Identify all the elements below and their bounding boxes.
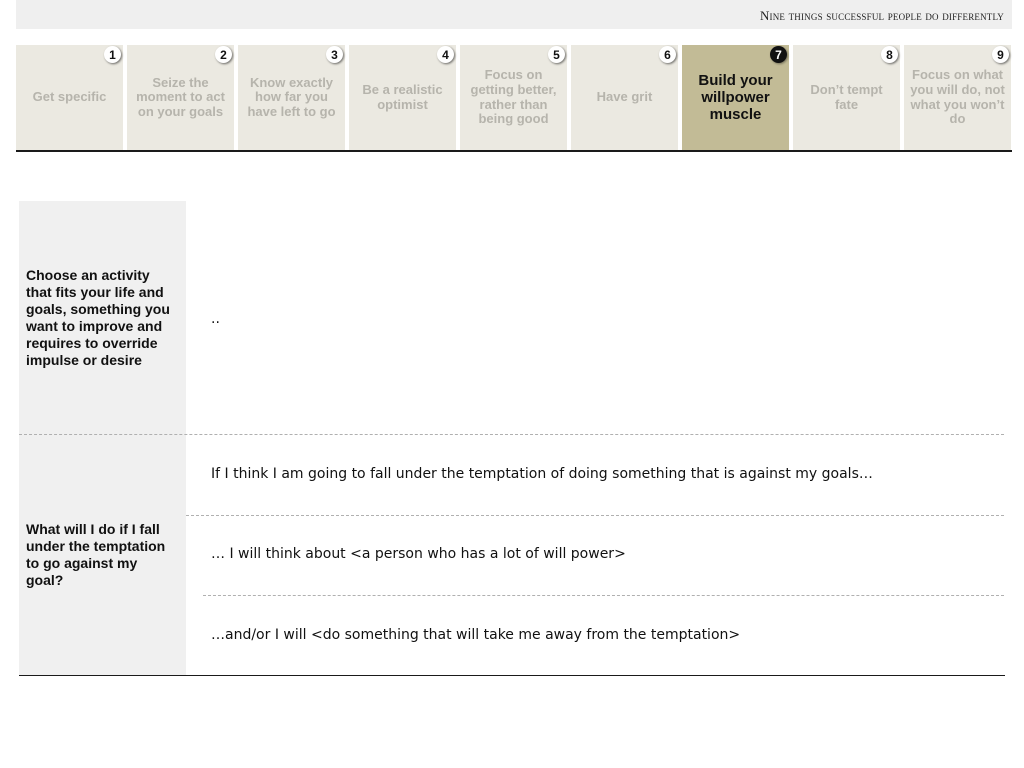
answer-divider [203, 595, 1004, 596]
step-label: Be a realistic optimist [362, 81, 443, 112]
question-temptation: What will I do if I fall under the temptation to go against my goal? [26, 521, 166, 588]
step-number-badge: 7 [770, 46, 787, 63]
title-bar [16, 0, 1012, 29]
steps-nav [16, 45, 1012, 150]
step-number-badge: 3 [326, 46, 343, 63]
step-9[interactable] [904, 45, 1011, 150]
step-7-active[interactable] [682, 45, 789, 150]
step-5[interactable] [460, 45, 567, 150]
steps-divider [16, 150, 1012, 152]
answer-think-about-person: … I will think about <a person who has a lot of will power> [211, 546, 626, 562]
step-label: Get specific [32, 89, 107, 105]
step-4[interactable] [349, 45, 456, 150]
table-bottom-rule [19, 675, 1005, 676]
step-number-badge: 2 [215, 46, 232, 63]
step-1[interactable] [16, 45, 123, 150]
step-number-badge: 6 [659, 46, 676, 63]
step-label: Have grit [596, 89, 653, 105]
answer-do-something: …and/or I will <do something that will take me away from the temptation> [211, 627, 741, 643]
step-label: Don’t tempt fate [810, 81, 883, 112]
step-number-badge: 9 [992, 46, 1009, 63]
step-3[interactable] [238, 45, 345, 150]
step-number-badge: 8 [881, 46, 898, 63]
step-label: Know exactly how far you have left to go [247, 74, 336, 119]
step-label: Build your willpower muscle [698, 72, 773, 123]
row-divider [19, 434, 1004, 435]
step-label: Focus on what you will do, not what you won’t do [910, 67, 1005, 127]
step-number-badge: 1 [104, 46, 121, 63]
answer-activity: .. [211, 311, 220, 327]
question-activity: Choose an activity that fits your life and goals, something you want to improve and requires to override impulse or desire [26, 267, 170, 368]
step-number-badge: 5 [548, 46, 565, 63]
step-6[interactable] [571, 45, 678, 150]
step-2[interactable] [127, 45, 234, 150]
step-label: Focus on getting better, rather than being good [470, 67, 557, 127]
step-8[interactable] [793, 45, 900, 150]
answer-divider [186, 515, 1004, 516]
answer-temptation-trigger: If I think I am going to fall under the temptation of doing something that is against my goals… [211, 466, 873, 482]
step-number-badge: 4 [437, 46, 454, 63]
step-label: Seize the moment to act on your goals [136, 74, 225, 119]
page-title: Nine things successful people do differently [759, 8, 1004, 23]
